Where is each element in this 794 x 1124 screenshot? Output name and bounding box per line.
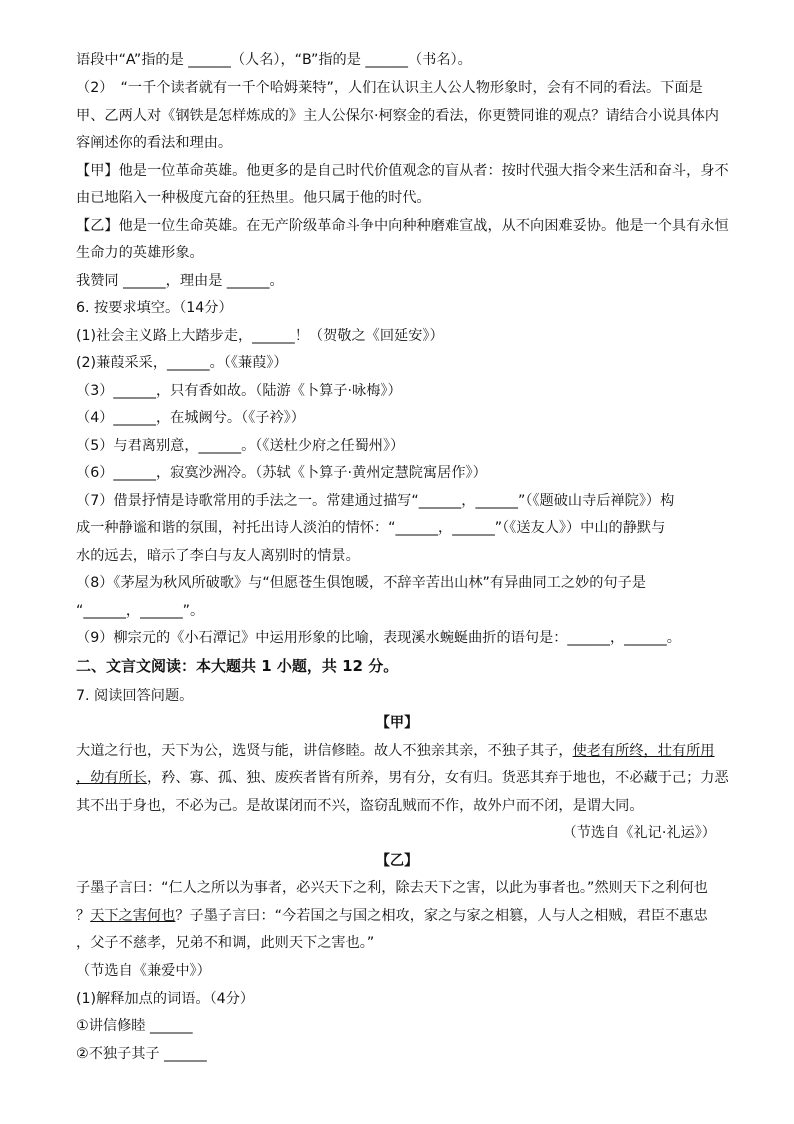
passage-line: 其不出于身也，不必为己。是故谋闭而不兴，盗窃乱贼而不作，故外户而不闭，是谓大同。 — [76, 798, 644, 814]
passage-title-yi: 【乙】 — [375, 853, 419, 869]
sub-question: ②不独子其子 ______ — [76, 1046, 207, 1062]
passage-source: （节选自《礼记·礼运》） — [562, 825, 716, 841]
text-line: （3）______，只有香如故。（陆游《卜算子·咏梅》） — [76, 383, 402, 399]
passage-line: 大道之行也，天下为公，选贤与能，讲信修睦。故人不独亲其亲，不独子其子，使老有所终，壮有所用 — [76, 743, 715, 759]
passage-line: 子墨子言曰：“仁人之所以为事者，必兴天下之利，除去天下之害，以此为事者也。”然则天下之利何也 — [76, 880, 708, 896]
text-line: 由已地陷入一种极度亢奋的狂热里。他只属于他的时代。 — [76, 190, 431, 206]
text-line: （6）______，寂寞沙洲冷。（苏轼《卜算子·黄州定慧院寓居作》） — [76, 465, 487, 481]
passage-line: ，幼有所长，矜、寡、孤、独、废疾者皆有所养，男有分，女有归。货恶其弃于地也，不必藏于己；力恶 — [76, 770, 729, 786]
text-line: 容阐述你的看法和理由。 — [76, 135, 233, 151]
text-line: （4）______，在城阙兮。（《子衿》） — [76, 410, 305, 426]
text-line: 【甲】他是一位革命英雄。他更多的是自己时代价值观念的盲从者：按时代强大指令来生活和奋斗，身不 — [76, 163, 729, 179]
question-heading: 6. 按要求填空。（14分） — [76, 300, 233, 316]
question-heading: 7. 阅读回答问题。 — [76, 688, 194, 704]
text-line: (2)蒹葭采采，______。（《蒹葭》） — [76, 355, 288, 371]
text-line: （8）《茅屋为秋风所破歌》与“但愿苍生俱饱暖，不辞辛苦出山林”有异曲同工之妙的句子是 — [76, 575, 646, 591]
text-line: 水的远去，暗示了李白与友人离别时的情景。 — [76, 548, 360, 564]
text-line: （5）与君离别意，______。（《送杜少府之任蜀州》） — [76, 438, 405, 454]
passage-line: ？天下之害何也？子墨子言曰：“今若国之与国之相攻，家之与家之相篡，人与人之相贼，君臣不惠忠 — [76, 908, 708, 924]
text-line: (1)社会主义路上大踏步走，______！（贺敬之《回延安》） — [76, 328, 444, 344]
text-line: 语段中“A”指的是 ______（人名），“B”指的是 ______（书名）。 — [76, 52, 472, 68]
passage-title-jia: 【甲】 — [375, 715, 419, 731]
section-heading: 二、文言文阅读：本大题共 1 小题，共 12 分。 — [76, 657, 399, 675]
sub-question: ①讲信修睦 ______ — [76, 1018, 193, 1034]
text-line: 【乙】他是一位生命英雄。在无产阶级革命斗争中向种种磨难宣战，从不向困难妥协。他是一个具有永恒 — [76, 218, 729, 234]
text-line: （9）柳宗元的《小石潭记》中运用形象的比喻，表现溪水蜿蜒曲折的语句是：______，______。 — [76, 630, 681, 646]
sub-question: (1)解释加点的词语。（4分） — [76, 991, 255, 1007]
text-line: 甲、乙两人对《钢铁是怎样炼成的》主人公保尔·柯察金的看法，你更赞同谁的观点？请结合小说具体内 — [76, 108, 719, 124]
text-line: 成一种静谧和谐的氛围，衬托出诗人淡泊的情怀：“______，______”（《送友人》）中山的静默与 — [76, 520, 666, 536]
passage-source: （节选自《兼爱中》） — [76, 963, 211, 979]
text-line: 我赞同 ______，理由是 ______。 — [76, 273, 284, 289]
passage-line: ，父子不慈孝，兄弟不和调，此则天下之害也。” — [76, 935, 375, 951]
text-line: （7）借景抒情是诗歌常用的手法之一。常建通过描写“______，______”（《题破山寺后禅院》）构 — [76, 493, 675, 509]
text-line: “______，______”。 — [76, 603, 205, 619]
text-line: 生命力的英雄形象。 — [76, 245, 204, 261]
text-line: （2） “一千个读者就有一千个哈姆莱特”，人们在认识主人公人物形象时，会有不同的看法。下面是 — [76, 80, 703, 96]
